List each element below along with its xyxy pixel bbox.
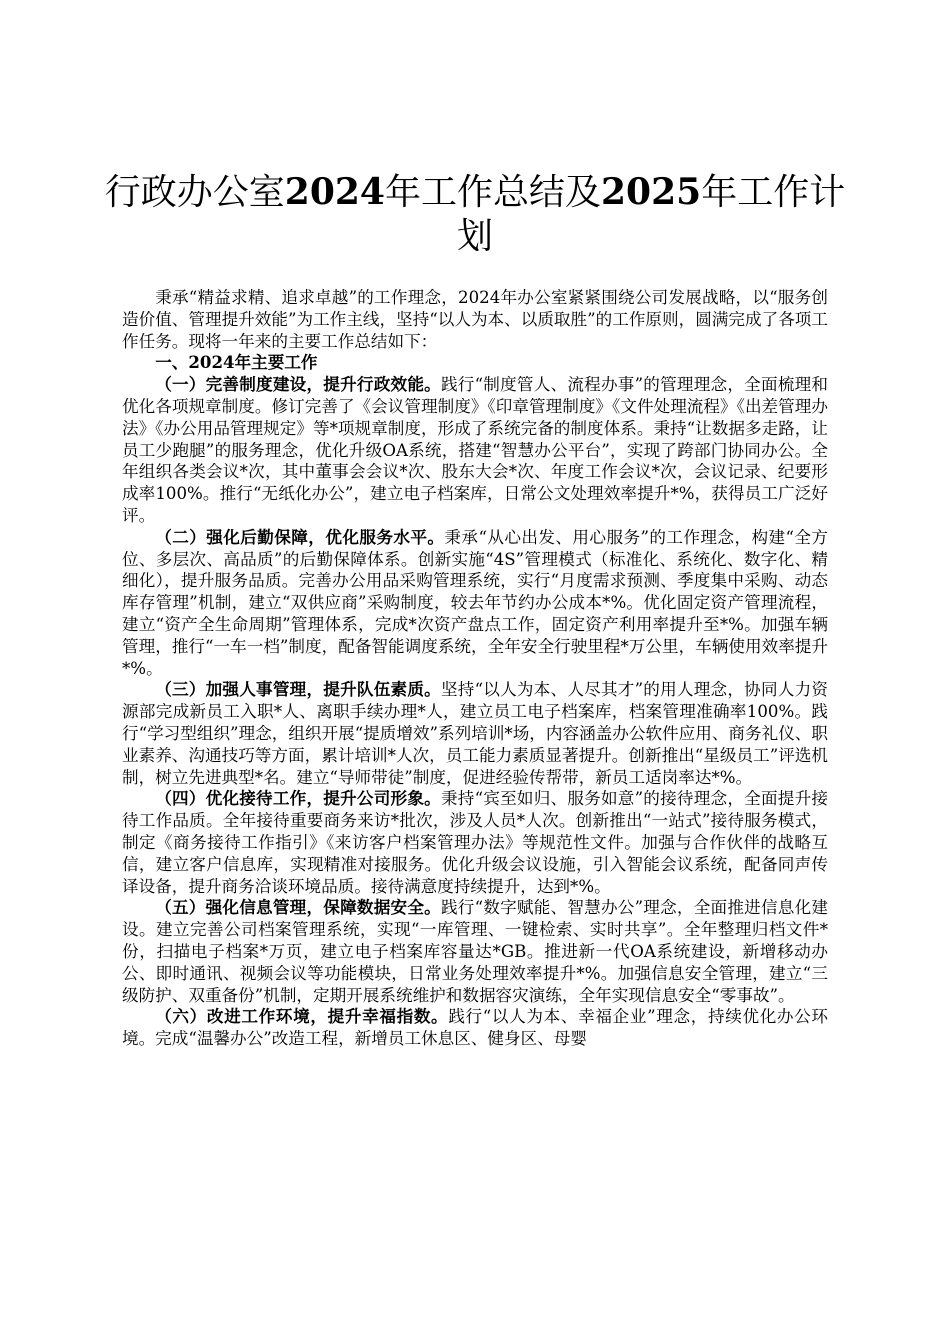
work-item-paragraph (122, 679, 828, 788)
item-lead: （四）优化接待工作，提升公司形象。 (155, 788, 441, 809)
item-text: 践行“制度管人、流程办事”的管理理念，全面梳理和优化各项规章制度。修订完善了《会议管理制度》《印章管理制度》《文件处理流程》《出差管理办法》《办公用品管理规定》等*项规章制度，形成了系统完备的制度体系。秉持“让数据多走路，让员工少跑腿”的服务理念，优化升级OA系统，搭建“智慧办公平台”，实现了跨部门协同办公。全年组织各类会议*次，其中董事会会议*次、股东大会*次、年度工作会议*次，会议记录、纪要形成率100%。推行“无纸化办公”，建立电子档案库，日常公文处理效率提升*%，获得员工广泛好评。 (122, 375, 829, 525)
item-text: 秉承“从心出发、用心服务”的工作理念，构建“全方位、多层次、高品质”的后勤保障体系。创新实施“4S”管理模式（标准化、系统化、数字化、精细化），提升服务品质。完善办公用品采购管理系统，实行“月度需求预测、季度集中采购、动态库存管理”机制，建立“双供应商”采购制度，较去年节约办公成本*%。优化固定资产管理流程，建立“资产全生命周期”管理体系，完成*次资产盘点工作，固定资产利用率提升至*%。加强车辆管理，推行“一车一档”制度，配备智能调度系统，全年安全行驶里程*万公里，车辆使用效率提升*%。 (122, 527, 828, 678)
document-body (122, 287, 828, 1050)
item-lead: （六）改进工作环境，提升幸福指数。 (155, 1006, 449, 1027)
title-part: 2024 (284, 171, 385, 213)
item-text: 践行“以人为本、幸福企业”理念，持续优化办公环境。完成“温馨办公”改造工程，新增员工休息区、健身区、母婴 (122, 1007, 829, 1049)
item-lead: （二）强化后勤保障，优化服务水平。 (155, 526, 445, 547)
work-item-paragraph (122, 374, 828, 527)
section-heading: 一、2024年主要工作 (155, 352, 318, 373)
document-title (100, 170, 850, 259)
work-item-paragraph (122, 788, 828, 897)
item-lead: （一）完善制度建设，提升行政效能。 (155, 374, 441, 395)
item-lead: （三）加强人事管理，提升队伍素质。 (155, 679, 441, 700)
item-text: 坚持“以人为本、人尽其才”的用人理念，协同人力资源部完成新员工入职*人、离职手续办理*人，建立员工电子档案库，档案管理准确率100%。践行“学习型组织”理念，组织开展“提质增效”系列培训*场，内容涵盖办公软件应用、商务礼仪、职业素养、沟通技巧等方面，累计培训*人次，员工能力素质显著提升。创新推出“星级员工”评选机制，树立先进典型*名。建立“导师带徒”制度，促进经验传帮带，新员工适岗率达*%。 (122, 680, 829, 787)
work-item-paragraph (122, 527, 828, 680)
intro-paragraph: 秉承“精益求精、追求卓越”的工作理念，2024年办公室紧紧围绕公司发展战略，以“服务创造价值、管理提升效能”为工作主线，坚持“以人为本、以质取胜”的工作原则，圆满完成了各项工作任务。现将一年来的主要工作总结如下： (122, 288, 828, 351)
work-item-paragraph (122, 897, 828, 1006)
item-lead: （五）强化信息管理，保障数据安全。 (155, 897, 441, 918)
title-part: 年工作总结及 (384, 172, 601, 213)
title-part: 行政办公室 (104, 172, 285, 213)
title-part: 年工作计划 (456, 172, 846, 257)
title-part: 2025 (601, 171, 702, 213)
item-text: 践行“数字赋能、智慧办公”理念，全面推进信息化建设。建立完善公司档案管理系统，实现“一库管理、一键检索、实时共享”。全年整理归档文件*份，扫描电子档案*万页，建立电子档案库容量达*GB。推进新一代OA系统建设，新增移动办公、即时通讯、视频会议等功能模块，日常业务处理效率提升*%。加强信息安全管理，建立“三级防护、双重备份”机制，定期开展系统维护和数据容灾演练，全年实现信息安全“零事故”。 (122, 898, 829, 1005)
work-item-paragraph (122, 1006, 828, 1050)
item-text: 秉持“宾至如归、服务如意”的接待理念，全面提升接待工作品质。全年接待重要商务来访*批次，涉及人员*人次。创新推出“一站式”接待服务模式，制定《商务接待工作指引》《来访客户档案管理办法》等规范性文件。加强与合作伙伴的战略互信，建立客户信息库，实现精准对接服务。优化升级会议设施，引入智能会议系统，配备同声传译设备，提升商务洽谈环境品质。接待满意度持续提升，达到*%。 (122, 789, 829, 896)
